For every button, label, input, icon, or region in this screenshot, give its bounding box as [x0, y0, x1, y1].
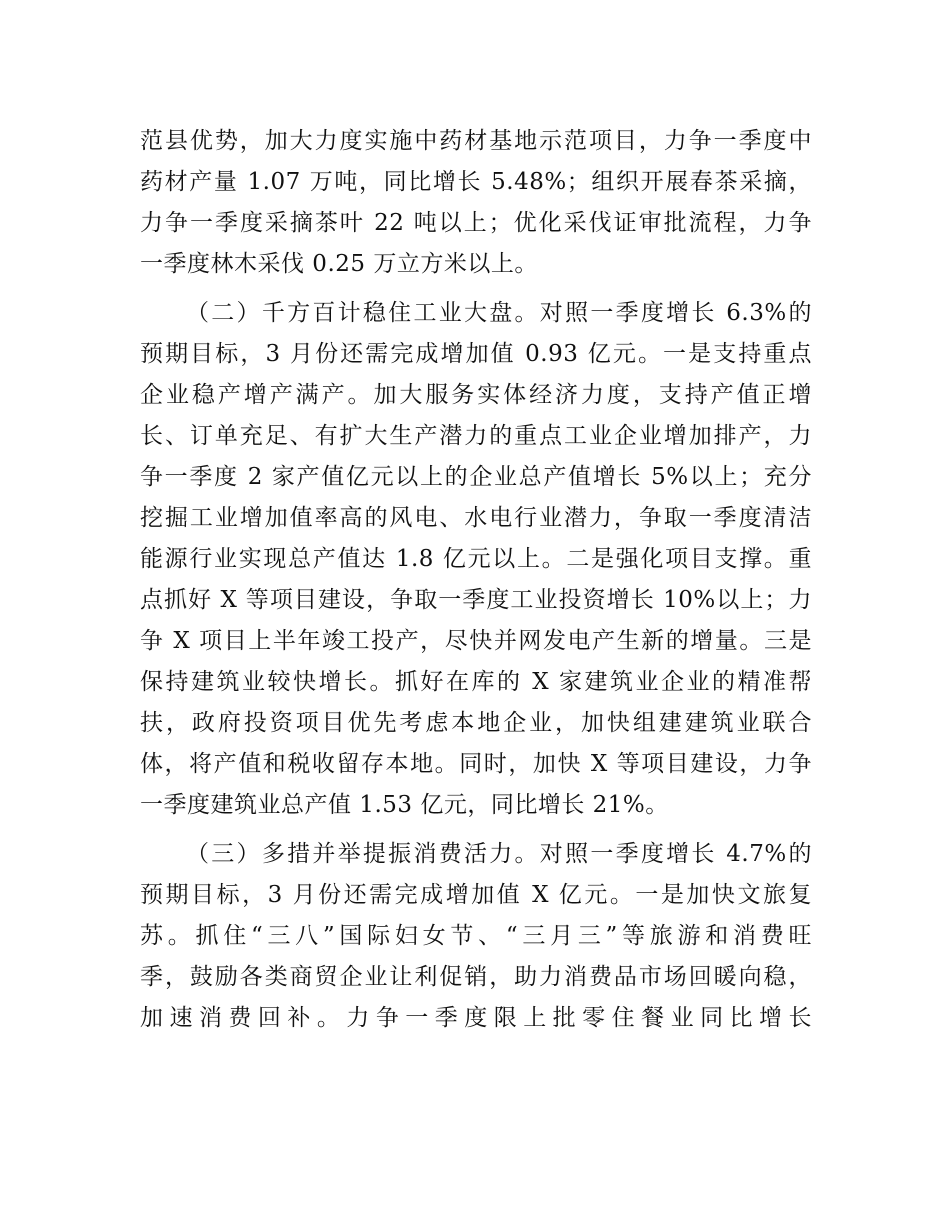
text-line: 加速消费回补。力争一季度限上批零住餐业同比增长	[140, 1005, 812, 1031]
section-heading-line: （二）千方百计稳住工业大盘。对照一季度增长 6.3%的	[186, 300, 812, 326]
text-line: 预期目标，3 月份还需完成增加值 0.93 亿元。一是支持重点	[140, 341, 812, 367]
text-line: 预期目标，3 月份还需完成增加值 X 亿元。一是加快文旅复	[140, 882, 812, 908]
text-line: 挖掘工业增加值率高的风电、水电行业潜力，争取一季度清洁	[140, 505, 812, 531]
text-line: 长、订单充足、有扩大生产潜力的重点工业企业增加排产，力	[140, 423, 812, 449]
text-line: 一季度林木采伐 0.25 万立方米以上。	[140, 251, 538, 277]
text-line: 力争一季度采摘茶叶 22 吨以上；优化采伐证审批流程，力争	[140, 210, 812, 236]
text-line: 体，将产值和税收留存本地。同时，加快 X 等项目建设，力争	[140, 751, 812, 777]
text-line: 能源行业实现总产值达 1.8 亿元以上。二是强化项目支撑。重	[140, 546, 812, 572]
text-line: 一季度建筑业总产值 1.53 亿元，同比增长 21%。	[140, 792, 669, 818]
text-line: 企业稳产增产满产。加大服务实体经济力度，支持产值正增	[140, 382, 812, 408]
text-line: 保持建筑业较快增长。抓好在库的 X 家建筑业企业的精准帮	[140, 669, 812, 695]
text-line: 药材产量 1.07 万吨，同比增长 5.48%；组织开展春茶采摘，	[140, 169, 812, 195]
text-line: 点抓好 X 等项目建设，争取一季度工业投资增长 10%以上；力	[140, 587, 812, 613]
text-line: 争一季度 2 家产值亿元以上的企业总产值增长 5%以上；充分	[140, 464, 812, 490]
text-line: 范县优势，加大力度实施中药材基地示范项目，力争一季度中	[140, 128, 812, 154]
section-heading-line: （三）多措并举提振消费活力。对照一季度增长 4.7%的	[186, 841, 812, 867]
text-line: 扶，政府投资项目优先考虑本地企业，加快组建建筑业联合	[140, 710, 812, 736]
text-line: 苏。抓住“三八”国际妇女节、“三月三”等旅游和消费旺	[140, 923, 812, 949]
text-line: 季，鼓励各类商贸企业让利促销，助力消费品市场回暖向稳，	[140, 964, 812, 990]
text-line: 争 X 项目上半年竣工投产，尽快并网发电产生新的增量。三是	[140, 628, 812, 654]
